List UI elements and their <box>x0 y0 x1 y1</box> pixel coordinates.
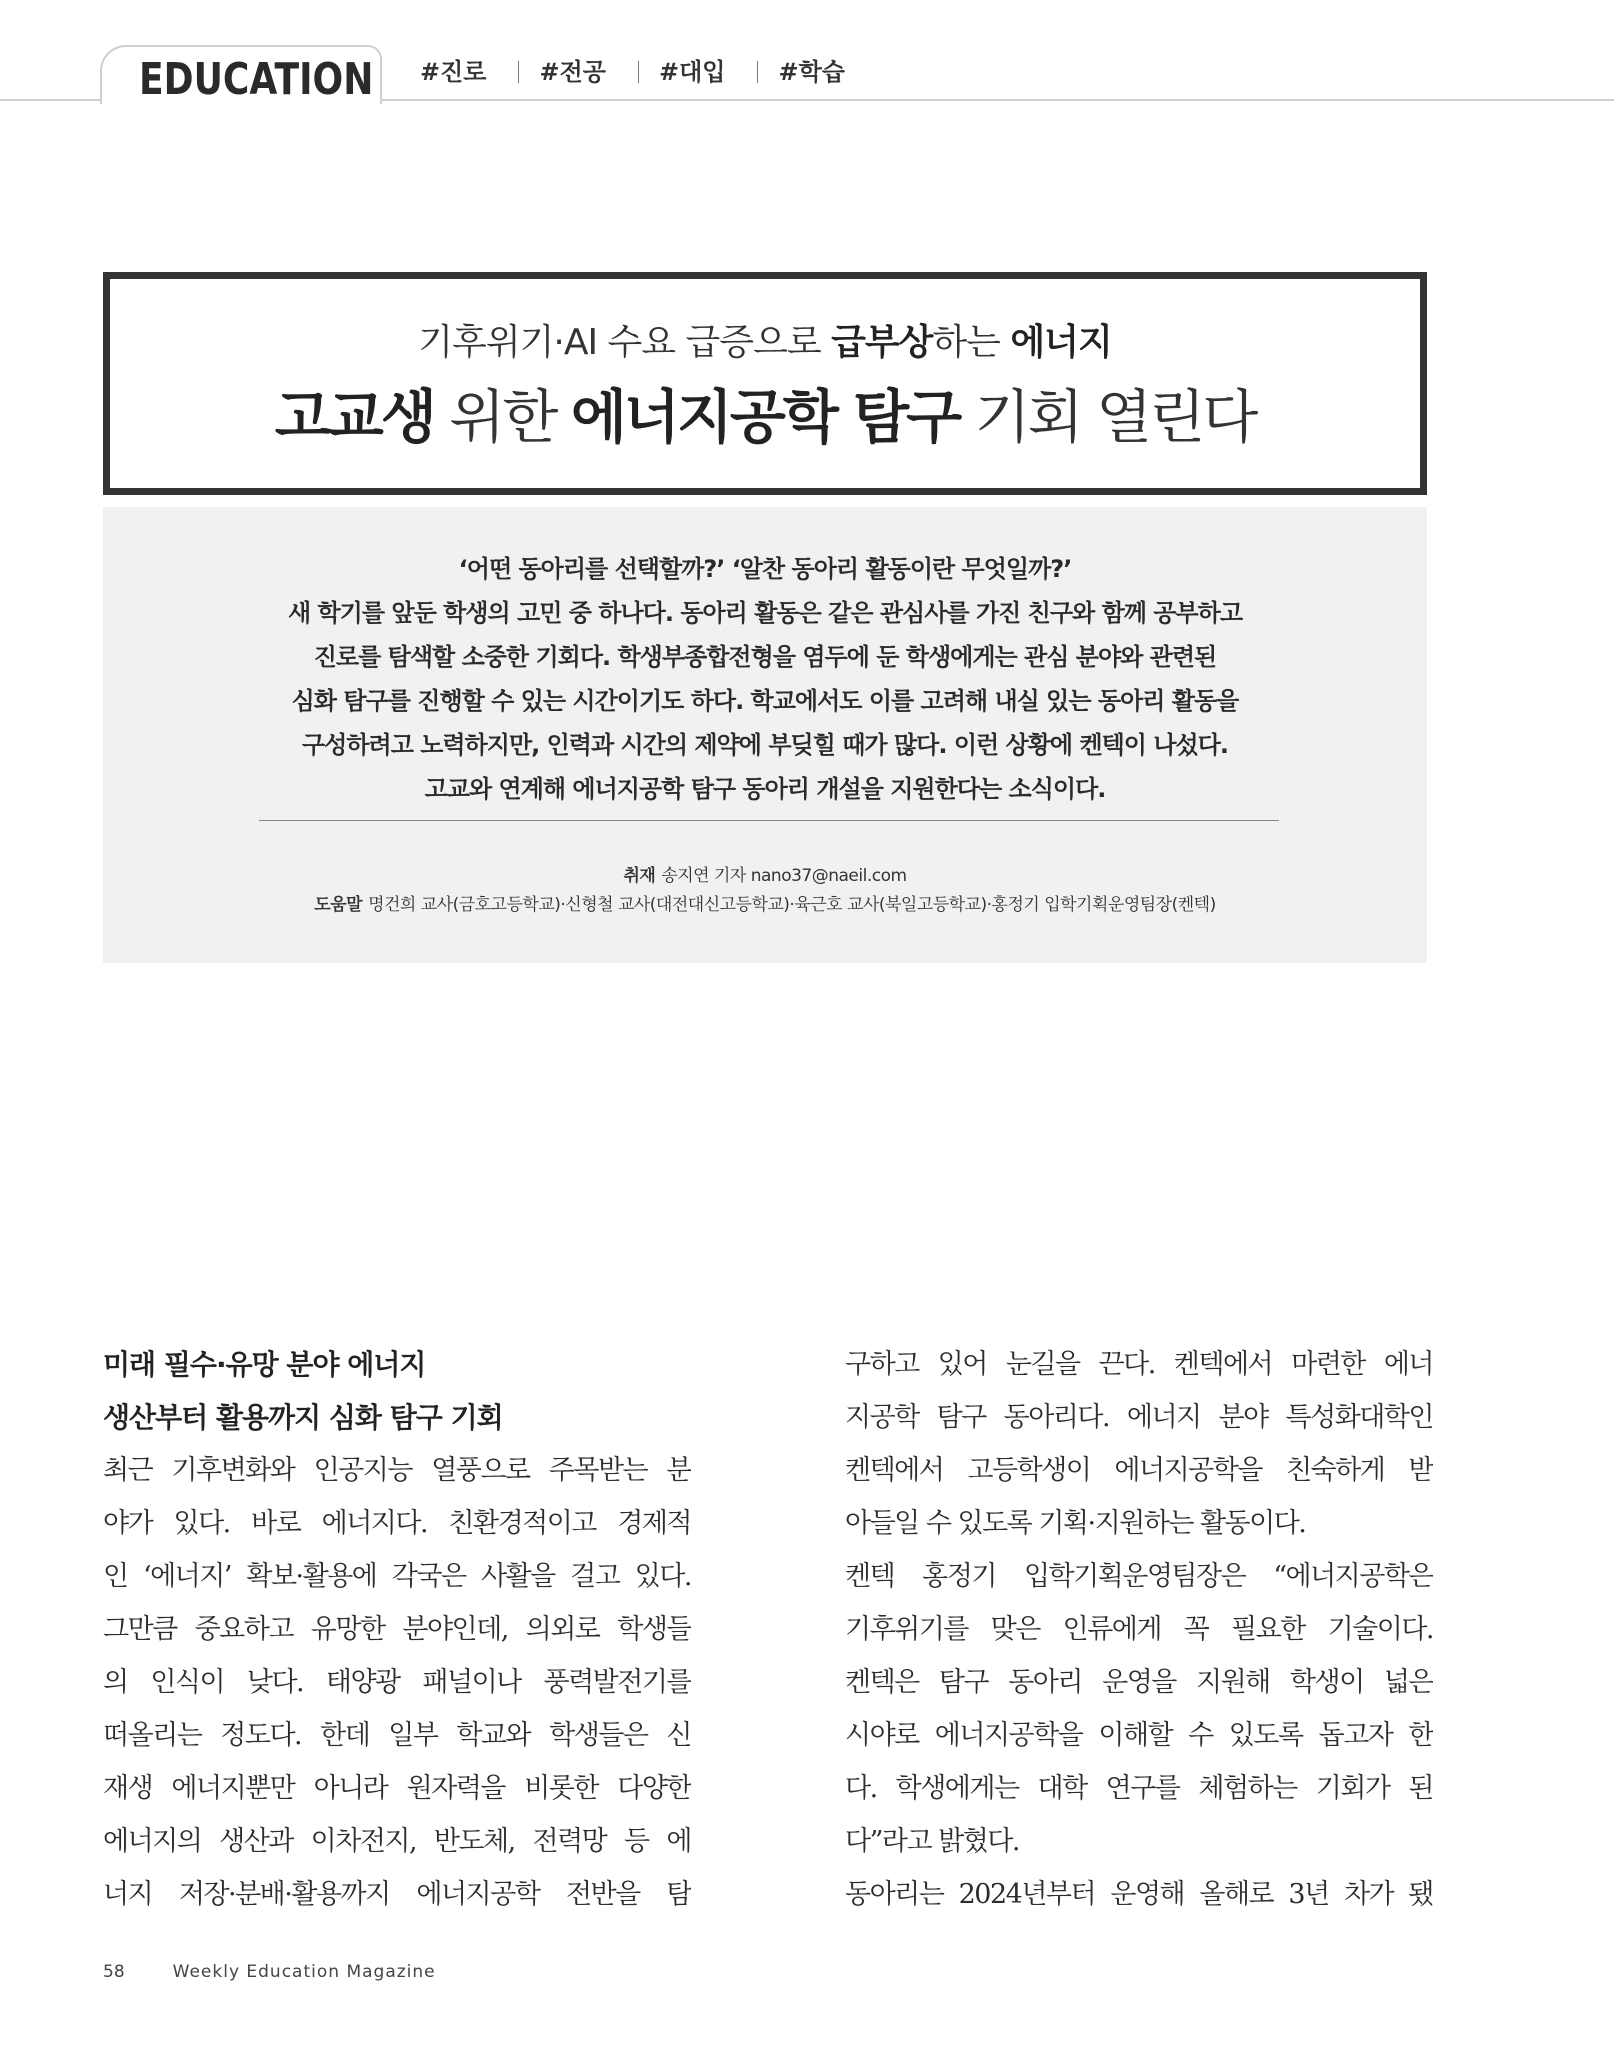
body-line: 구하고 있어 눈길을 끈다. 켄텍에서 마련한 에너 <box>845 1349 1433 1380</box>
subtitle-emphasis: 에너지 <box>1010 322 1112 363</box>
body-line: 최근 기후변화와 인공지능 열풍으로 주목받는 분 <box>103 1455 691 1486</box>
body-line: 켄텍은 탐구 동아리 운영을 지원해 학생이 넓은 <box>845 1667 1433 1698</box>
tag-divider <box>757 61 758 83</box>
tag-career[interactable]: #진로 <box>420 58 487 86</box>
body-line: 야가 있다. 바로 에너지다. 친환경적이고 경제적 <box>103 1508 691 1539</box>
page-number: 58 <box>103 1962 125 1982</box>
lead-paragraph <box>103 547 1427 811</box>
body-line: 떠올리는 정도다. 한데 일부 학교와 학생들은 신 <box>103 1720 691 1751</box>
body-line: 다. 학생에게는 대학 연구를 체험하는 기회가 된 <box>845 1773 1433 1804</box>
body-line: 시야로 에너지공학을 이해할 수 있도록 돕고자 한 <box>845 1720 1433 1751</box>
body-column-left <box>103 1338 691 1921</box>
lead-line: 진로를 탐색할 소중한 기회다. 학생부종합전형을 염두에 둔 학생에게는 관심 분야와 관련된 <box>313 643 1217 671</box>
section-subhead: 생산부터 활용까지 심화 탐구 기회 <box>103 1401 503 1434</box>
headline-subtitle <box>110 320 1420 366</box>
tag-divider <box>638 61 639 83</box>
helper-names: 명건희 교사(금호고등학교)·신형철 교사(대전대신고등학교)·육근호 교사(북일고등학교)·홍정기 입학기획운영팀장(켄텍) <box>368 895 1216 915</box>
magazine-name: Weekly Education Magazine <box>172 1962 436 1982</box>
body-line: 동아리는 2024년부터 운영해 올해로 3년 차가 됐 <box>845 1879 1433 1910</box>
headline-box <box>103 272 1427 495</box>
body-line: 기후위기를 맞은 인류에게 꼭 필요한 기술이다. <box>845 1614 1433 1645</box>
subtitle-emphasis: 급부상 <box>831 322 933 363</box>
title-text: 기회 열린다 <box>959 383 1256 451</box>
title-emphasis: 에너지공학 탐구 <box>570 383 960 451</box>
body-line: 아들일 수 있도록 기획·지원하는 활동이다. <box>845 1508 1306 1539</box>
subtitle-text: 기후위기·AI 수요 급증으로 <box>418 322 832 363</box>
page-footer <box>103 1959 436 1985</box>
body-line: 재생 에너지뿐만 아니라 원자력을 비롯한 다양한 <box>103 1773 691 1804</box>
body-line: 그만큼 중요하고 유망한 분야인데, 의외로 학생들 <box>103 1614 691 1645</box>
title-emphasis: 고교생 <box>274 383 434 451</box>
body-line: 인 ‘에너지’ 확보·활용에 각국은 사활을 걸고 있다. <box>103 1561 691 1592</box>
body-line: 켄텍에서 고등학생이 에너지공학을 친숙하게 받 <box>845 1455 1433 1486</box>
lead-line: 고교와 연계해 에너지공학 탐구 동아리 개설을 지원한다는 소식이다. <box>424 775 1106 803</box>
lead-line: 심화 탐구를 진행할 수 있는 시간이기도 하다. 학교에서도 이를 고려해 내실 있는 동아리 활동을 <box>291 687 1239 715</box>
body-line: 너지 저장·분배·활용까지 에너지공학 전반을 탐 <box>103 1879 691 1910</box>
body-line: 에너지의 생산과 이차전지, 반도체, 전력망 등 에 <box>103 1826 691 1857</box>
lead-box <box>103 507 1427 963</box>
reporter-credit <box>103 862 1427 891</box>
body-line: 다”라고 밝혔다. <box>845 1826 1019 1857</box>
body-line: 의 인식이 낮다. 태양광 패널이나 풍력발전기를 <box>103 1667 691 1698</box>
body-column-right <box>845 1338 1433 1921</box>
tag-major[interactable]: #전공 <box>539 58 606 86</box>
lead-line: 새 학기를 앞둔 학생의 고민 중 하나다. 동아리 활동은 같은 관심사를 가진 친구와 함께 공부하고 <box>287 599 1243 627</box>
section-subhead: 미래 필수·유망 분야 에너지 <box>103 1348 426 1381</box>
body-line: 켄텍 홍정기 입학기획운영팀장은 “에너지공학은 <box>845 1561 1433 1592</box>
body-line: 지공학 탐구 동아리다. 에너지 분야 특성화대학인 <box>845 1402 1433 1433</box>
lead-line: ‘어떤 동아리를 선택할까?’ ‘알찬 동아리 활동이란 무엇일까?’ <box>458 555 1072 583</box>
headline-title <box>110 381 1420 453</box>
tag-study[interactable]: #학습 <box>778 58 845 86</box>
section-title: EDUCATION <box>139 54 374 105</box>
tag-divider <box>518 61 519 83</box>
helper-credit <box>103 891 1427 920</box>
tag-admission[interactable]: #대입 <box>658 58 726 86</box>
reporter-name: 송지연 기자 nano37@naeil.com <box>661 866 907 886</box>
helper-label: 도움말 <box>314 895 363 915</box>
lead-line: 구성하려고 노력하지만, 인력과 시간의 제약에 부딪힐 때가 많다. 이런 상황에 켄텍이 나섰다. <box>301 731 1229 759</box>
title-text: 위한 <box>433 383 571 451</box>
tag-list <box>420 56 877 88</box>
credits <box>103 862 1427 920</box>
lead-divider <box>259 820 1279 821</box>
reporter-label: 취재 <box>623 866 656 886</box>
subtitle-text: 하는 <box>932 322 1011 363</box>
